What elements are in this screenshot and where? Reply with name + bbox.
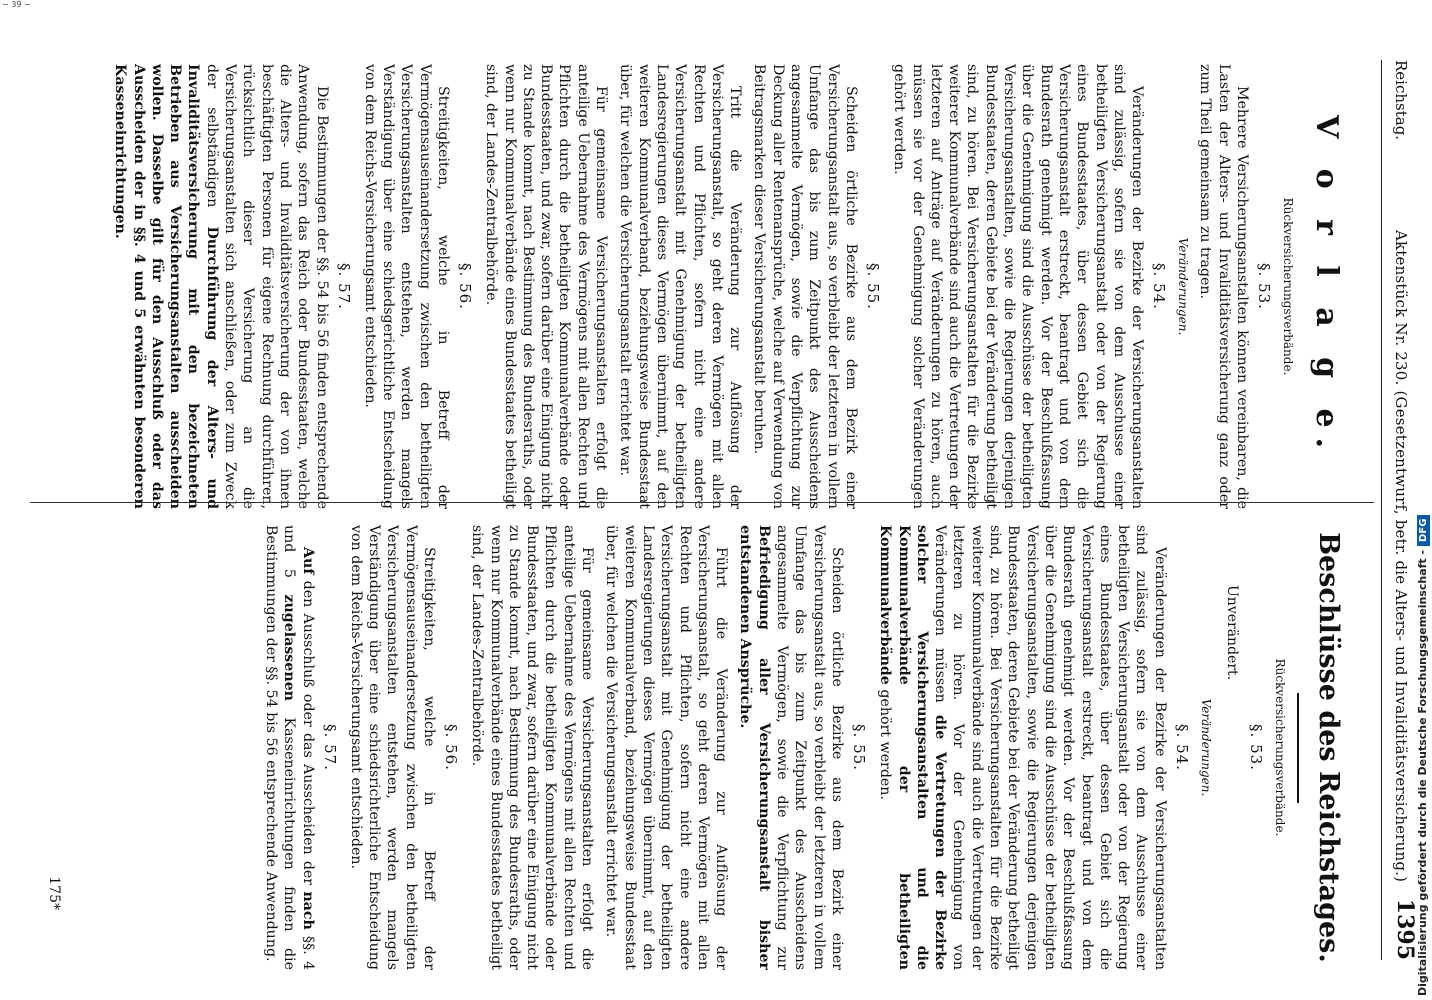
right-para-55: §. 55. [849, 724, 868, 771]
left-p55-text3: Für gemeinsame Versicherungsanstalten erfolgt die anteilige Uebernahme des Vermögens mit allen Rechten und Pflichten durch die betheiligten Kommunalverbände oder Bundesstaaten, und zwar, sofern darüber eine Einigung nicht zu Stande kommt, nach Bestimmung des Bundesraths, oder wenn nur Kommunalverbände eines Bundesstaates betheiligt sind, der Landes-Zentralbehörde. [483, 64, 610, 509]
right-p57-text [262, 525, 317, 970]
right-p54-text-post: gehört werden. [877, 684, 894, 800]
right-p55-text [736, 525, 846, 970]
left-p57-text-pre: Die Bestimmungen der §§. 54 bis 56 finden entsprechende Anwendung, sofern das Reich oder Bundesstaaten, welche die Alters- und Invaliditätsversicherung der von ihnen beschäftigten Personen für eigene Rechnung durchführen, rücksichtlich dieser Versicherung an die Versicherungsanstalten sich anschließen, oder zum Zweck der selbständigen [203, 64, 330, 509]
dfg-logo: DFG [1417, 515, 1430, 546]
right-p57-post: Kasseneinrichtungen finden die Bestimmungen der §§. 54 bis 56 entsprechende Anwendung. [262, 525, 298, 970]
left-p54-text: Veränderungen der Bezirke der Versicherungsanstalten sind zulässig, sofern sie von dem Ausschusse einer betheiligten Versicherungsanstalt oder von der Regierung eines Bundesstaates, über dessen Gebiet sich die Versicherungsanstalt erstreckt, beantragt und von dem Bundesrath genehmigt werden. Vor der Beschlußfassung über die Genehmigung sind die Ausschüsse der betheiligten Versicherungsanstalten, sowie die Regierungen derjenigen Bundesstaaten, deren Gebiete bei der Veränderung betheiligt sind, zu hören. Bei Versicherungsanstalten für die Bezirke weiterer Kommunalverbände sind auch die Vertretungen der letzteren auf Anträge auf Veränderungen zu hören, auch müssen sie vor der Genehmigung solcher Veränderungen gehört werden. [891, 64, 1146, 509]
corner-mark: − 39 − [2, 0, 31, 9]
right-p55-text-pre: Scheiden örtliche Bezirke aus dem Bezirk einer Versicherungsanstalt aus, so verbleibt der letzteren in vollem Umfange das bis zum Zeitpunkt des Ausscheidens angesammelte Vermögen, sowie die Verpflichtung zur [774, 525, 845, 970]
right-p57-bold-pre: Auf [299, 547, 316, 575]
right-p57-bold2: zugelassenen [281, 594, 298, 701]
right-p55-text-bold: Befriedigung aller Versicherungsanstalt bisher entstandenen Ansprüche. [737, 525, 772, 970]
left-section-head: Rückversicherungsverbände. [1281, 197, 1295, 376]
left-p53-text: Mehrere Versicherungsanstalten können vereinbaren, die Lasten der Alters- und Invaliditätsversicherung ganz oder zum Theil gemeinsam zu tragen. [1197, 64, 1250, 509]
column-divider [30, 502, 1374, 503]
right-section-head: Rückversicherungsverbände. [1273, 658, 1287, 837]
right-p54-text-bold: die Vertretungen der Bezirke solcher Versicherungsanstalten und die Kommunalverbände der betheiligten Kommunalverbände [877, 525, 949, 970]
title-rule [1297, 693, 1299, 803]
dfg-stamp [1416, 6, 1430, 996]
left-p56-text: Streitigkeiten, welche in Betreff der Vermögensauseinandersetzung zwischen den betheiligten Versicherungsanstalten entstehen, werden mangels Verständigung über eine schiedsgerichtliche Entscheidung von dem Reichs-Versicherungsamt entschieden. [361, 64, 452, 509]
left-p57-text-bold: Durchführung der Alters- und Invaliditätsversicherung mit den bezeichneten Betrieben aus Versicherungsanstalten ausscheiden wollen. Dasselbe gilt für den Ausschluß oder das Ausscheiden der in §§. 4 und 5 erwähnten besonderen Kasseneinrichtungen. [112, 64, 220, 509]
right-p54-text [876, 525, 1169, 970]
right-p57-mid2: §§. 4 und 5 [281, 525, 316, 970]
right-sub-changes: Veränderungen. [1198, 698, 1213, 797]
page-header [1384, 60, 1418, 960]
right-p57-mid: den Ausschluß oder das Ausscheiden der [299, 574, 316, 892]
right-unchanged: Unverändert. [1224, 585, 1240, 681]
left-para-54: §. 54. [1150, 263, 1169, 310]
right-para-54: §. 54. [1172, 724, 1191, 771]
left-para-55: §. 55. [863, 263, 882, 310]
right-p56-text: Streitigkeiten, welche in Betreff der Vermögensauseinandersetzung zwischen den betheiligten Versicherungsanstalten entstehen, werden mangels Verständigung über eine schiedsrichterliche Entscheidung von dem Reichs-Versicherungsamt entschieden. [347, 525, 438, 970]
right-para-56: §. 56. [442, 724, 461, 771]
right-p55-text2: Führt die Veränderung zur Auflösung der Versicherungsanstalt, so geht deren Vermögen mit allen Rechten und Pflichten, sofern nicht eine andere Versicherungsanstalt mit Genehmigung der betheiligten Landesregierungen dieses Vermögen übernimmt, auf den weiteren Kommunalverband, beziehungsweise Bundesstaat über, für welchen die Versicherungsanstalt errichtet war. [603, 525, 730, 970]
header-left: Reichstag. [1392, 60, 1410, 141]
right-column [20, 525, 1368, 970]
header-title: Aktenstück Nr. 230. (Gesetzentwurf, betr. die Alters- und Invaliditätsversicherung.) [1392, 230, 1410, 883]
left-column [20, 64, 1368, 509]
dfg-stamp-text: Digitalisierung gefördert durch die Deutsche Forschungsgemeinschaft - [1416, 549, 1429, 996]
right-para-57: §. 57. [320, 724, 339, 771]
right-p57-bold-nach: nach [299, 891, 316, 930]
left-p55-text: Scheiden örtliche Bezirke aus dem Bezirk einer Versicherungsanstalt aus, so verbleibt der letzteren in vollem Umfange das bis zum Zeitpunkt des Ausscheidens angesammelte Vermögen, sowie die Verpflichtung zur Deckung aller Rentenansprüche, welche auf Verwendung von Beitragsmarken dieser Versicherungsanstalt beruhen. [751, 64, 859, 509]
left-p55-text2: Tritt die Veränderung zur Auflösung der Versicherungsanstalt, so geht deren Vermögen mit allen Rechten und Pflichten, sofern nicht eine andere Versicherungsanstalt mit Genehmigung der betheiligten Landesregierungen dieses Vermögen übernimmt, auf den weiteren Kommunalverband, beziehungsweise Bundesstaat über, für welchen die Versicherungsanstalt errichtet war. [617, 64, 744, 509]
left-para-57: §. 57. [334, 263, 353, 310]
page-number: 1395 [1392, 898, 1418, 960]
left-para-56: §. 56. [456, 263, 475, 310]
header-rule [1381, 60, 1382, 960]
left-p57-text [111, 64, 331, 509]
footnote-mark: 175* [46, 876, 62, 910]
left-sub-changes: Veränderungen. [1176, 237, 1191, 336]
right-p55-text3: Für gemeinsame Versicherungsanstalten erfolgt die anteilige Uebernahme des Vermögens mit allen Rechten und Pflichten durch die betheiligten Kommunalverbände oder Bundesstaaten, und zwar, sofern darüber eine Einigung nicht zu Stande kommt, nach Bestimmung des Bundesraths, oder wenn nur Kommunalverbände eines Bundesstaates betheiligt sind, der Landes-Zentralbehörde. [469, 525, 596, 970]
right-column-title: Beschlüsse des Reichstages. [1313, 532, 1344, 963]
left-column-title: V o r l a g e. [1309, 114, 1344, 459]
right-para-53: §. 53. [1247, 724, 1265, 771]
left-para-53: §. 53. [1255, 263, 1273, 310]
right-p54-text-pre: Veränderungen der Bezirke der Versicherungsanstalten sind zulässig, sofern sie von dem Ausschusse einer betheiligten Versicherungsanstalt oder von der Regierung eines Bundesstaates, über dessen Gebiet sich die Versicherungsanstalt erstreckt, beantragt und von dem Bundesrath genehmigt werden. Vor der Beschlußfassung über die Genehmigung sind die Ausschüsse der betheiligten Versicherungsanstalten, sowie die Regierungen derjenigen Bundesstaaten, deren Gebiete bei der Veränderung betheiligt sind, zu hören. Bei Versicherungsanstalten für die Bezirke weiterer Kommunalverbände sind auch die Vertretungen der letzteren zu hören. Vor der Genehmigung von Veränderungen müssen [932, 525, 1168, 970]
